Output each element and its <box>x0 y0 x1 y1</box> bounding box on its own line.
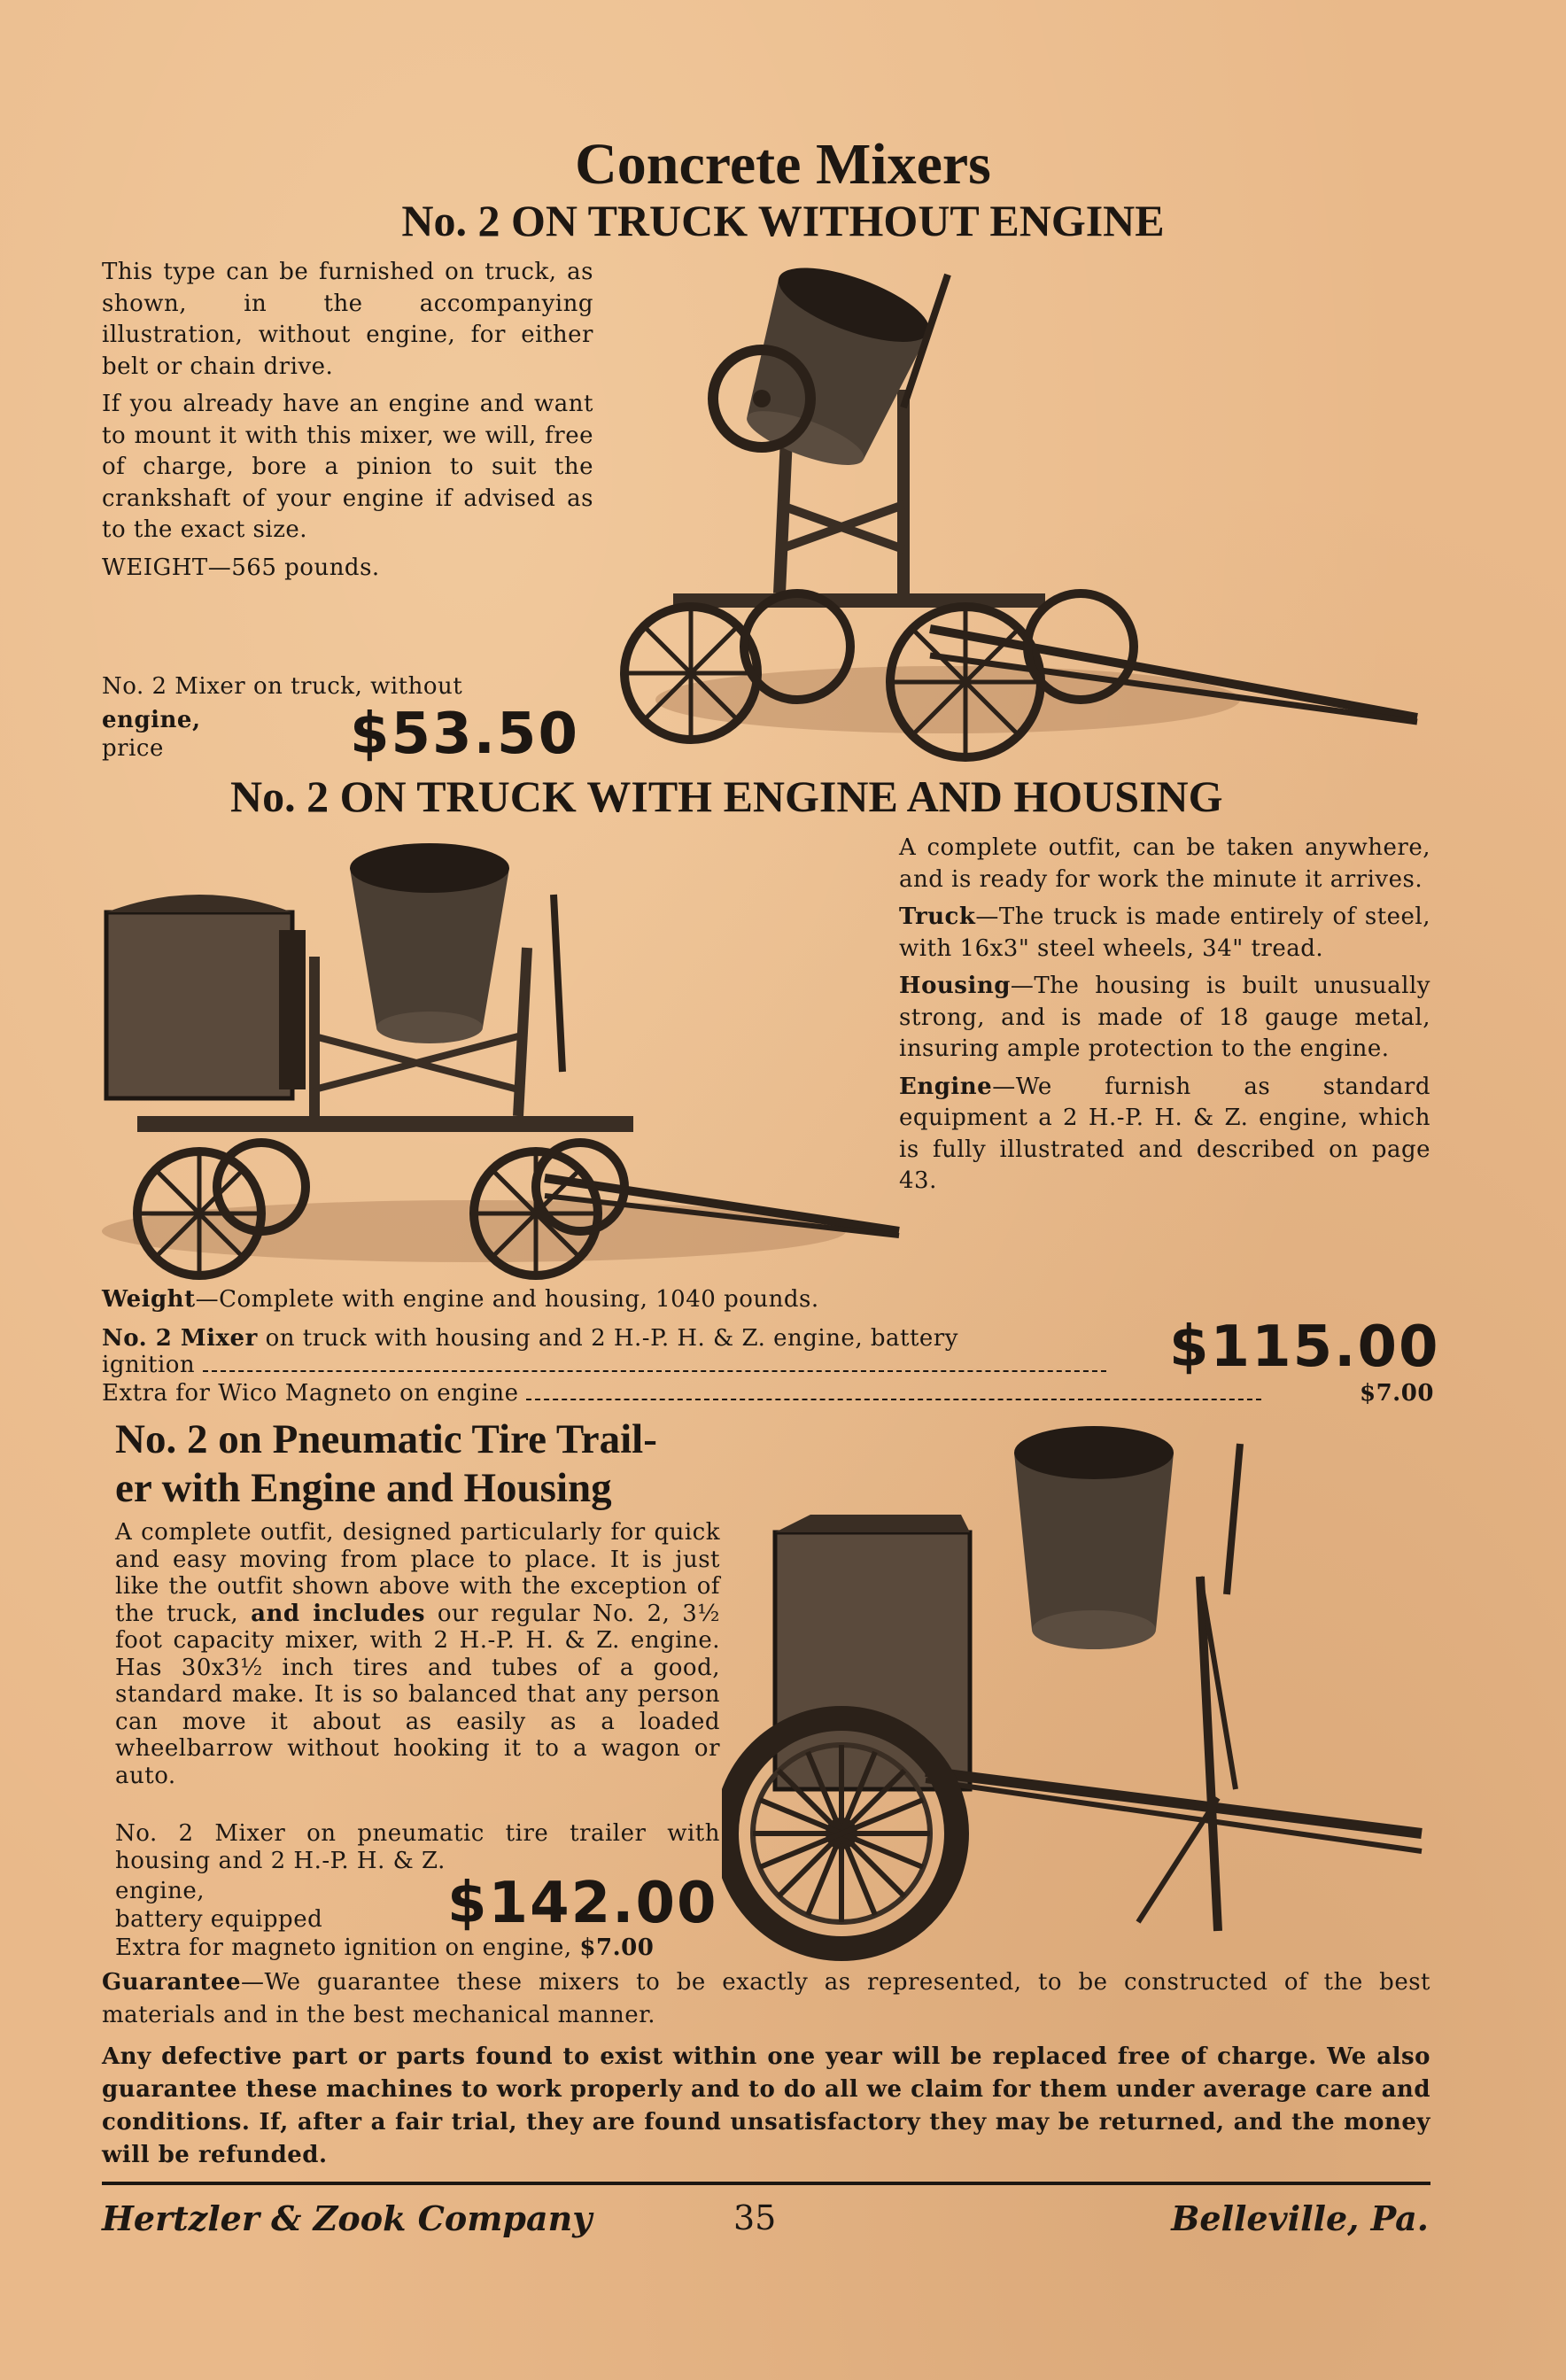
section3-text-b: our regular No. 2, 3½ foot capacity mixer, with 2 H.-P. H. & Z. engine. Has 30x3½ inch tires and tubes of a good, standard make. It is so balanced that any person can move it about as easily as a loaded wheelbarrow without hooking it to a wagon or auto. <box>115 1600 721 1789</box>
section1-price: $53.50 <box>350 702 579 767</box>
section3-extra-text: Extra for magneto ignition on engine, <box>115 1934 572 1961</box>
section1-price-caption <box>102 671 593 703</box>
section2-weight-label: Weight <box>102 1286 196 1313</box>
section1-price-line-1: No. 2 Mixer on truck, without <box>102 673 463 700</box>
section3-price-line-2: engine, <box>115 1878 205 1904</box>
section3-extra-line <box>115 1934 654 1961</box>
section2-price-text: on truck with housing and 2 H.-P. H. & Z. engine, battery <box>265 1325 958 1352</box>
section2-price-leader <box>203 1361 1106 1372</box>
guarantee-label: Guarantee <box>102 1969 241 1996</box>
mixer-on-truck-illustration <box>611 239 1435 771</box>
section1-paragraph-1: This type can be furnished on truck, as shown, in the accompanying illustration, without engine, for either belt or chain drive. <box>102 259 593 380</box>
mixer-with-engine-housing-illustration <box>102 841 908 1284</box>
section2-price-line-2 <box>102 1352 1106 1378</box>
section2-price-label: No. 2 Mixer <box>102 1325 258 1352</box>
section2-extra-text: Extra for Wico Magneto on engine <box>102 1380 519 1407</box>
section2-extra-price: $7.00 <box>1360 1380 1434 1407</box>
footer-company: Hertzler & Zook Company <box>102 2198 593 2238</box>
section2-weight-text: —Complete with engine and housing, 1040 pounds. <box>195 1286 819 1313</box>
section2-housing-paragraph <box>899 971 1430 1066</box>
section2-housing-label: Housing <box>899 973 1011 999</box>
section2-truck-label: Truck <box>899 903 976 930</box>
section3-price-line-3: battery equipped <box>115 1906 323 1933</box>
section3-price-caption <box>115 1820 720 1874</box>
section3-heading-line-2: er with Engine and Housing <box>115 1465 612 1511</box>
section2-price-line <box>102 1325 958 1352</box>
section3-paragraph <box>115 1519 720 1789</box>
section2-description <box>899 833 1430 1204</box>
section3-price: $142.00 <box>447 1871 718 1936</box>
section3-heading <box>115 1415 735 1513</box>
section1-price-line-2: engine, <box>102 707 201 733</box>
section2-heading: No. 2 ON TRUCK WITH ENGINE AND HOUSING <box>230 771 1223 821</box>
guarantee-section <box>102 1966 1430 2178</box>
section1-weight: WEIGHT—565 pounds. <box>102 554 380 581</box>
section2-extra-line <box>102 1380 1261 1407</box>
footer-rule <box>102 2182 1430 2185</box>
section3-description <box>115 1519 720 1795</box>
section3-extra-price: $7.00 <box>579 1934 655 1961</box>
footer-page-number: 35 <box>733 2198 777 2237</box>
section2-intro: A complete outfit, can be taken anywhere, and is ready for work the minute it arrives. <box>899 834 1430 893</box>
section2-price-text-2: ignition <box>102 1352 196 1378</box>
section2-price: $115.00 <box>1169 1314 1440 1380</box>
section3-text-bold: and includes <box>251 1600 425 1627</box>
section2-engine-paragraph <box>899 1072 1430 1198</box>
section3-text-a: A complete outfit, designed particularly for quick and easy moving from place to place. It is just like the outfit shown above with the exception of the truck, <box>115 1519 720 1627</box>
mixer-on-pneumatic-trailer-illustration <box>722 1417 1430 1966</box>
section2-engine-text: —We furnish as standard equipment a 2 H.-P. H. & Z. engine, which is fully illustrated and described on page 43. <box>899 1073 1430 1194</box>
section2-engine-label: Engine <box>899 1073 993 1100</box>
footer-location: Belleville, Pa. <box>1171 2198 1429 2238</box>
guarantee-text: —We guarantee these mixers to be exactly as represented, to be constructed of the best materials and in the best mechanical manner. <box>102 1969 1430 2028</box>
section2-housing-text: —The housing is built unusually strong, and is made of 18 gauge metal, insuring ample protection to the engine. <box>899 973 1430 1062</box>
section2-extra-leader <box>526 1390 1261 1400</box>
section3-price-line-1: No. 2 Mixer on pneumatic tire trailer with housing and 2 H.-P. H. & Z. <box>115 1820 720 1874</box>
guarantee-paragraph <box>102 1966 1430 2032</box>
guarantee-paragraph-2: Any defective part or parts found to exist within one year will be replaced free of charge. We also guarantee these machines to work properly and to do all we claim for them under average care and conditions. If, after a fair trial, they are found unsatisfactory they may be returned, and the money will be refunded. <box>102 2043 1430 2168</box>
section2-truck-paragraph <box>899 902 1430 965</box>
section2-weight <box>102 1286 819 1313</box>
section3-heading-line-1: No. 2 on Pneumatic Tire Trail- <box>115 1416 657 1462</box>
section1-heading: No. 2 ON TRUCK WITHOUT ENGINE <box>401 196 1165 245</box>
section1-description <box>102 257 593 590</box>
section1-price-line-3: price <box>102 735 164 762</box>
section1-paragraph-2: If you already have an engine and want to mount it with this mixer, we will, free of charge, bore a pinion to suit the crankshaft of your engine if advised as to the exact size. <box>102 391 593 543</box>
page-title: Concrete Mixers <box>575 132 991 197</box>
section2-truck-text: —The truck is made entirely of steel, with 16x3" steel wheels, 34" tread. <box>899 903 1430 962</box>
